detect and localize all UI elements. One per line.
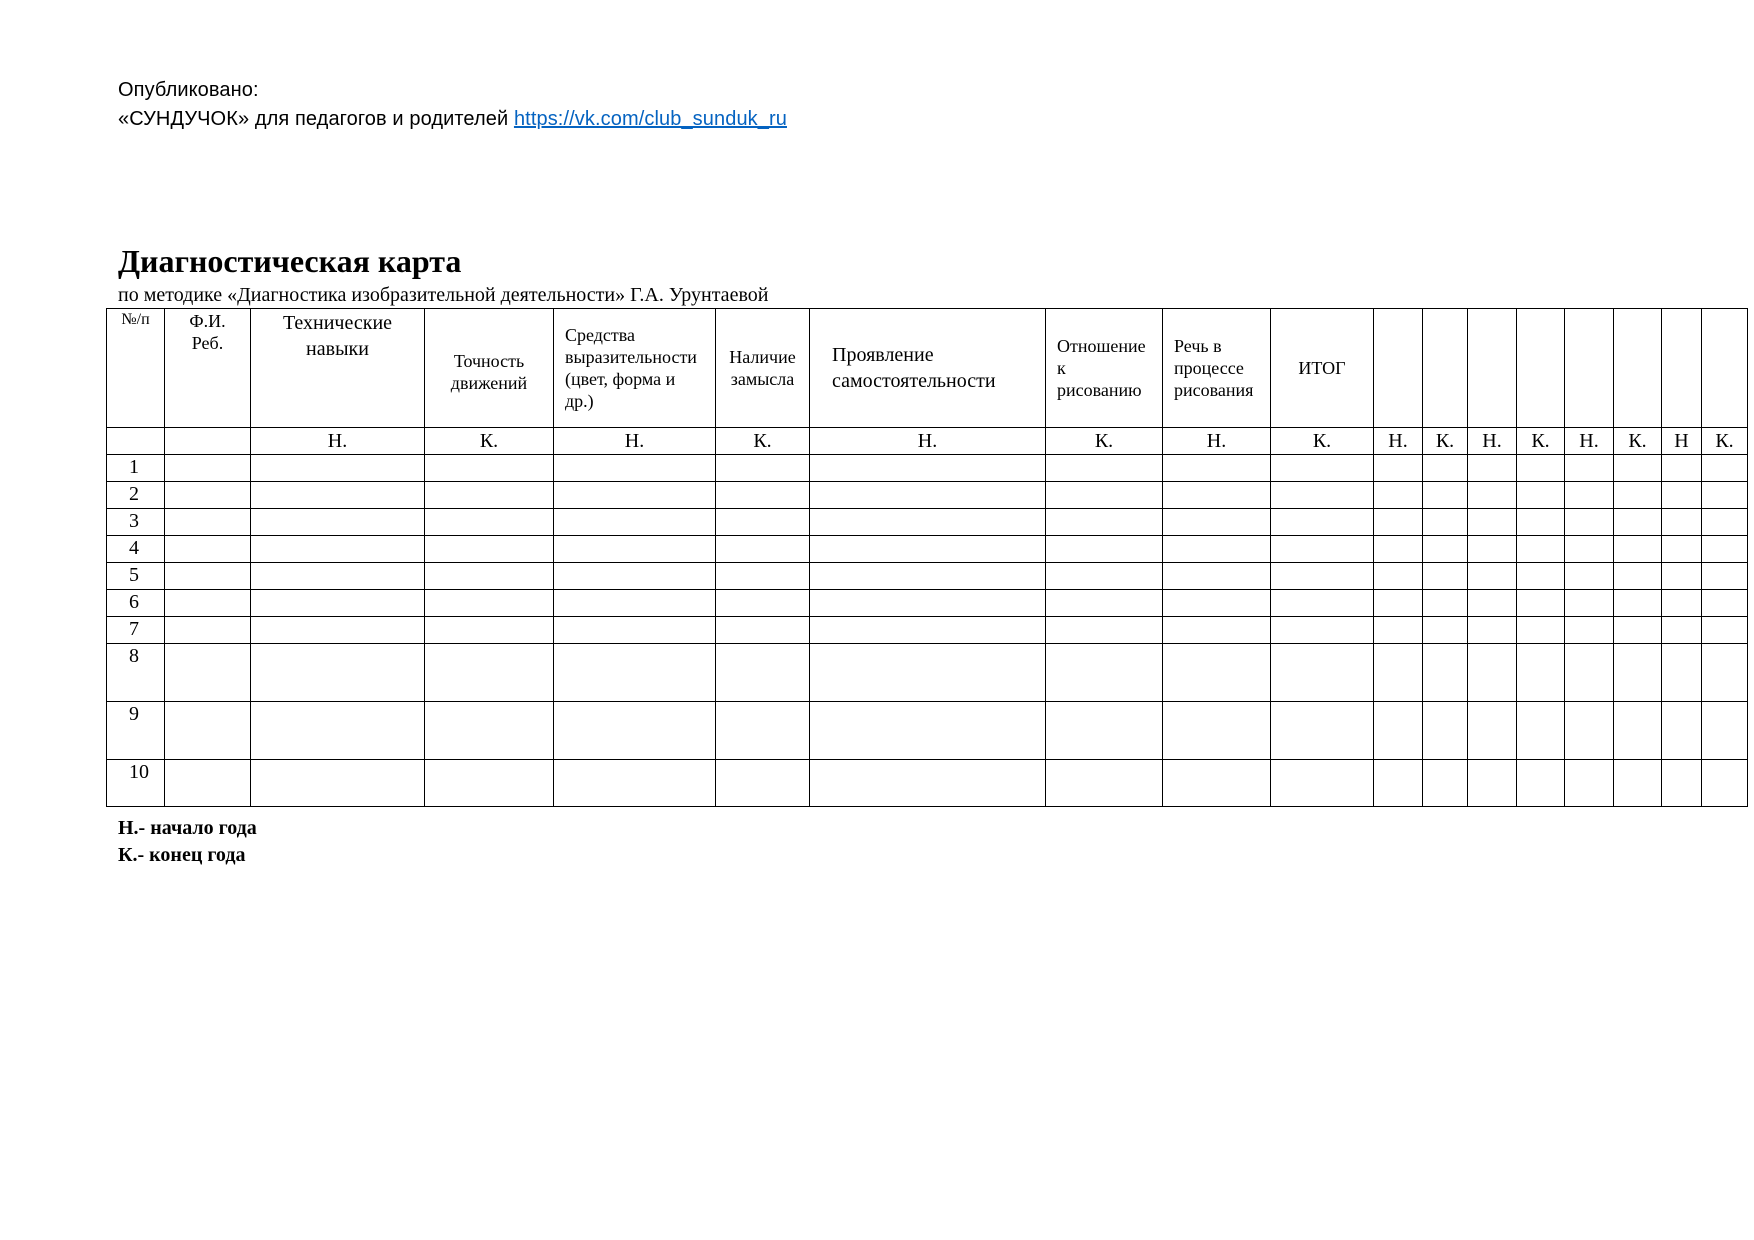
table-cell[interactable] xyxy=(1046,760,1163,807)
table-row xyxy=(107,482,1748,509)
header-indep-line2: самостоятельности xyxy=(832,370,996,392)
table-cell[interactable] xyxy=(165,702,251,760)
table-cell[interactable] xyxy=(1614,760,1662,807)
row-number-cell xyxy=(107,482,165,509)
table-cell[interactable] xyxy=(554,509,716,536)
header-speech xyxy=(1163,309,1271,428)
header-attitude-line3: рисованию xyxy=(1057,380,1142,400)
table-cell[interactable] xyxy=(1517,482,1565,509)
row-number: 9 xyxy=(129,703,139,725)
subheader-cell: Н xyxy=(1662,428,1702,455)
table-cell[interactable] xyxy=(1565,455,1614,482)
table-cell[interactable] xyxy=(1614,509,1662,536)
table-cell[interactable] xyxy=(1423,563,1468,590)
table-cell[interactable] xyxy=(1271,760,1374,807)
header-attitude xyxy=(1046,309,1163,428)
table-cell[interactable] xyxy=(1046,702,1163,760)
row-number-cell xyxy=(107,617,165,644)
table-cell[interactable] xyxy=(1423,455,1468,482)
table-cell[interactable] xyxy=(716,760,810,807)
table-cell[interactable] xyxy=(1614,702,1662,760)
table-cell[interactable] xyxy=(1163,644,1271,702)
table-cell[interactable] xyxy=(810,455,1046,482)
table-cell[interactable] xyxy=(1374,760,1423,807)
table-row xyxy=(107,536,1748,563)
table-cell[interactable] xyxy=(165,509,251,536)
table-cell[interactable] xyxy=(251,617,425,644)
table-row xyxy=(107,590,1748,617)
header-total xyxy=(1271,309,1374,428)
table-cell[interactable] xyxy=(554,563,716,590)
table-cell[interactable] xyxy=(716,702,810,760)
table-cell[interactable] xyxy=(810,509,1046,536)
table-cell[interactable] xyxy=(425,617,554,644)
table-cell[interactable] xyxy=(1565,590,1614,617)
subheader-cell: К. xyxy=(1517,428,1565,455)
row-number: 1 xyxy=(129,456,139,478)
header-means xyxy=(554,309,716,428)
table-cell[interactable] xyxy=(1468,644,1517,702)
table-cell[interactable] xyxy=(1163,590,1271,617)
table-cell[interactable] xyxy=(165,482,251,509)
table-cell[interactable] xyxy=(1702,455,1748,482)
table-cell[interactable] xyxy=(1468,590,1517,617)
table-cell[interactable] xyxy=(251,509,425,536)
header-precision xyxy=(425,309,554,428)
table-cell[interactable] xyxy=(1702,482,1748,509)
subheader-cell: Н. xyxy=(251,428,425,455)
table-cell[interactable] xyxy=(165,563,251,590)
table-cell[interactable] xyxy=(1046,482,1163,509)
table-cell[interactable] xyxy=(251,702,425,760)
subheader-cell: Н. xyxy=(810,428,1046,455)
table-cell[interactable] xyxy=(810,644,1046,702)
subheader-cell: К. xyxy=(716,428,810,455)
table-cell[interactable] xyxy=(1565,482,1614,509)
table-cell[interactable] xyxy=(1614,455,1662,482)
table-cell[interactable] xyxy=(1614,482,1662,509)
table-cell[interactable] xyxy=(165,455,251,482)
header-means-line1: Средства xyxy=(565,325,636,345)
table-cell[interactable] xyxy=(1614,644,1662,702)
document-title: Диагностическая карта xyxy=(118,243,462,279)
table-cell[interactable] xyxy=(1702,590,1748,617)
table-cell[interactable] xyxy=(1614,617,1662,644)
table-cell[interactable] xyxy=(425,563,554,590)
table-cell[interactable] xyxy=(1517,702,1565,760)
table-cell[interactable] xyxy=(425,702,554,760)
header-indep-line1: Проявление xyxy=(832,344,934,366)
table-cell[interactable] xyxy=(1423,590,1468,617)
table-cell[interactable] xyxy=(716,617,810,644)
table-cell[interactable] xyxy=(1517,590,1565,617)
header-blank xyxy=(1468,309,1517,428)
subheader-cell: К. xyxy=(1423,428,1468,455)
table-cell[interactable] xyxy=(1662,617,1702,644)
table-cell[interactable] xyxy=(1163,509,1271,536)
header-name xyxy=(165,309,251,428)
table-cell[interactable] xyxy=(1662,590,1702,617)
header-speech-line3: рисования xyxy=(1174,380,1254,400)
table-cell[interactable] xyxy=(716,509,810,536)
table-cell[interactable] xyxy=(1271,509,1374,536)
table-cell[interactable] xyxy=(1163,455,1271,482)
table-cell[interactable] xyxy=(1163,563,1271,590)
header-tech-line1: Технические xyxy=(282,312,393,334)
row-number-cell xyxy=(107,455,165,482)
table-cell[interactable] xyxy=(810,563,1046,590)
table-cell[interactable] xyxy=(1517,455,1565,482)
header-means-line3: (цвет, форма и xyxy=(565,369,676,389)
table-cell[interactable] xyxy=(1374,563,1423,590)
row-number: 5 xyxy=(129,564,139,586)
row-number: 4 xyxy=(129,537,139,559)
table-cell[interactable] xyxy=(1374,509,1423,536)
table-cell[interactable] xyxy=(1468,455,1517,482)
subheader-cell: К. xyxy=(1702,428,1748,455)
document-subtitle: по методике «Диагностика изобразительной деятельности» Г.А. Урунтаевой xyxy=(118,284,769,306)
table-cell[interactable] xyxy=(810,590,1046,617)
legend-end: К.- конец года xyxy=(118,844,246,866)
table-cell[interactable] xyxy=(1702,563,1748,590)
subheader-cell: К. xyxy=(1046,428,1163,455)
table-cell[interactable] xyxy=(1046,617,1163,644)
table-cell[interactable] xyxy=(554,536,716,563)
table-cell[interactable] xyxy=(554,760,716,807)
source-text: «СУНДУЧОК» для педагогов и родителей xyxy=(118,108,509,130)
table-cell[interactable] xyxy=(554,644,716,702)
subheader-cell: К. xyxy=(425,428,554,455)
header-row xyxy=(107,309,1748,428)
table-cell[interactable] xyxy=(1046,590,1163,617)
table-cell[interactable] xyxy=(1662,760,1702,807)
subheader-blank xyxy=(107,428,165,455)
table-cell[interactable] xyxy=(1468,482,1517,509)
table-cell[interactable] xyxy=(1468,536,1517,563)
table-cell[interactable] xyxy=(1468,617,1517,644)
subheader-cell: Н. xyxy=(1374,428,1423,455)
header-idea-line1: Наличие xyxy=(729,347,796,367)
header-blank xyxy=(1374,309,1423,428)
subheader-cell: К. xyxy=(1271,428,1374,455)
table-cell[interactable] xyxy=(165,644,251,702)
table-cell[interactable] xyxy=(554,482,716,509)
table-cell[interactable] xyxy=(1614,563,1662,590)
header-attitude-line1: Отношение xyxy=(1057,336,1146,356)
table-cell[interactable] xyxy=(425,509,554,536)
table-cell[interactable] xyxy=(1517,617,1565,644)
source-link[interactable]: https://vk.com/club_sunduk_ru xyxy=(513,108,787,130)
subheader-cell: Н. xyxy=(1468,428,1517,455)
table-cell[interactable] xyxy=(251,455,425,482)
table-cell[interactable] xyxy=(1271,455,1374,482)
table-row xyxy=(107,509,1748,536)
table-cell[interactable] xyxy=(1271,563,1374,590)
row-number: 10 xyxy=(129,761,149,783)
table-cell[interactable] xyxy=(1662,702,1702,760)
table-cell[interactable] xyxy=(1662,644,1702,702)
subheader-cell: Н. xyxy=(1565,428,1614,455)
table-cell[interactable] xyxy=(425,590,554,617)
publication-note xyxy=(118,76,787,134)
table-cell[interactable] xyxy=(1423,760,1468,807)
table-cell[interactable] xyxy=(554,617,716,644)
table-cell[interactable] xyxy=(1702,536,1748,563)
row-number-cell xyxy=(107,590,165,617)
published-label: Опубликовано: xyxy=(118,79,259,101)
table-cell[interactable] xyxy=(810,482,1046,509)
header-means-line4: др.) xyxy=(565,391,594,411)
table-cell[interactable] xyxy=(1517,644,1565,702)
table-cell[interactable] xyxy=(1702,509,1748,536)
header-precision-line1: Точность xyxy=(453,351,525,371)
table-cell[interactable] xyxy=(716,644,810,702)
table-cell[interactable] xyxy=(810,617,1046,644)
header-attitude-line2: к xyxy=(1057,358,1066,378)
table-cell[interactable] xyxy=(810,536,1046,563)
table-cell[interactable] xyxy=(1374,702,1423,760)
table-cell[interactable] xyxy=(1163,536,1271,563)
table-cell[interactable] xyxy=(1662,563,1702,590)
header-blank xyxy=(1662,309,1702,428)
table-cell[interactable] xyxy=(554,590,716,617)
table-cell[interactable] xyxy=(251,563,425,590)
table-cell[interactable] xyxy=(1046,536,1163,563)
row-number: 8 xyxy=(129,645,139,667)
header-blank xyxy=(1702,309,1748,428)
table-cell[interactable] xyxy=(1468,509,1517,536)
table-row xyxy=(107,702,1748,760)
subheader-cell: Н. xyxy=(554,428,716,455)
table-cell[interactable] xyxy=(1662,509,1702,536)
table-cell[interactable] xyxy=(1374,536,1423,563)
table-cell[interactable] xyxy=(1702,617,1748,644)
table-cell[interactable] xyxy=(1374,590,1423,617)
header-independence xyxy=(810,309,1046,428)
table-cell[interactable] xyxy=(1662,536,1702,563)
table-cell[interactable] xyxy=(1517,563,1565,590)
table-cell[interactable] xyxy=(1468,702,1517,760)
row-number-cell xyxy=(107,536,165,563)
table-cell[interactable] xyxy=(1374,617,1423,644)
table-cell[interactable] xyxy=(1271,617,1374,644)
header-name-line1: Ф.И. xyxy=(189,311,226,331)
header-total-text: ИТОГ xyxy=(1298,358,1346,378)
table-cell[interactable] xyxy=(165,617,251,644)
table-row xyxy=(107,760,1748,807)
table-cell[interactable] xyxy=(1468,563,1517,590)
table-cell[interactable] xyxy=(1517,536,1565,563)
row-number: 7 xyxy=(129,618,139,640)
header-tech-line2: навыки xyxy=(306,338,369,360)
subheader-row xyxy=(107,428,1748,455)
header-precision-line2: движений xyxy=(450,373,528,393)
table-cell[interactable] xyxy=(1614,590,1662,617)
table-cell[interactable] xyxy=(716,536,810,563)
table-cell[interactable] xyxy=(1423,536,1468,563)
table-cell[interactable] xyxy=(1374,482,1423,509)
table-cell[interactable] xyxy=(1163,482,1271,509)
table-cell[interactable] xyxy=(1565,536,1614,563)
row-number-cell xyxy=(107,509,165,536)
subheader-cell: К. xyxy=(1614,428,1662,455)
table-cell[interactable] xyxy=(251,644,425,702)
row-number: 3 xyxy=(129,510,139,532)
table-cell[interactable] xyxy=(165,590,251,617)
table-cell[interactable] xyxy=(1046,509,1163,536)
table-cell[interactable] xyxy=(425,760,554,807)
row-number-cell xyxy=(107,702,165,760)
table-cell[interactable] xyxy=(251,760,425,807)
header-blank xyxy=(1517,309,1565,428)
table-cell[interactable] xyxy=(1271,482,1374,509)
table-cell[interactable] xyxy=(1565,563,1614,590)
table-cell[interactable] xyxy=(1271,644,1374,702)
table-cell[interactable] xyxy=(1046,563,1163,590)
header-name-line2: Реб. xyxy=(191,333,224,353)
table-cell[interactable] xyxy=(425,536,554,563)
header-num-text: №/п xyxy=(121,311,150,328)
table-cell[interactable] xyxy=(251,590,425,617)
table-cell[interactable] xyxy=(1046,644,1163,702)
table-cell[interactable] xyxy=(1702,644,1748,702)
row-number-cell xyxy=(107,644,165,702)
legend-start: Н.- начало года xyxy=(118,817,257,839)
table-cell[interactable] xyxy=(425,455,554,482)
table-row xyxy=(107,617,1748,644)
row-number-cell xyxy=(107,563,165,590)
table-cell[interactable] xyxy=(165,760,251,807)
table-cell[interactable] xyxy=(1565,644,1614,702)
table-row xyxy=(107,644,1748,702)
legend xyxy=(118,815,257,869)
table-cell[interactable] xyxy=(1565,760,1614,807)
header-blank xyxy=(1614,309,1662,428)
table-cell[interactable] xyxy=(1662,455,1702,482)
header-blank xyxy=(1423,309,1468,428)
header-blank xyxy=(1565,309,1614,428)
table-cell[interactable] xyxy=(716,455,810,482)
header-speech-line2: процессе xyxy=(1174,358,1244,378)
table-cell[interactable] xyxy=(1423,702,1468,760)
table-cell[interactable] xyxy=(251,536,425,563)
diagnostic-table xyxy=(106,308,1748,807)
row-number: 6 xyxy=(129,591,139,613)
table-row xyxy=(107,455,1748,482)
table-cell[interactable] xyxy=(810,702,1046,760)
table-cell[interactable] xyxy=(1271,590,1374,617)
table-cell[interactable] xyxy=(1423,482,1468,509)
subheader-cell: Н. xyxy=(1163,428,1271,455)
table-cell[interactable] xyxy=(1163,617,1271,644)
header-tech-skills xyxy=(251,309,425,428)
table-cell[interactable] xyxy=(1271,702,1374,760)
table-cell[interactable] xyxy=(1423,509,1468,536)
table-cell[interactable] xyxy=(251,482,425,509)
table-cell[interactable] xyxy=(1374,455,1423,482)
subheader-blank xyxy=(165,428,251,455)
table-cell[interactable] xyxy=(1662,482,1702,509)
table-cell[interactable] xyxy=(716,590,810,617)
table-cell[interactable] xyxy=(1614,536,1662,563)
table-row xyxy=(107,563,1748,590)
header-means-line2: выразительности xyxy=(565,347,697,367)
table-cell[interactable] xyxy=(810,760,1046,807)
table-cell[interactable] xyxy=(425,644,554,702)
table-cell[interactable] xyxy=(716,563,810,590)
table-cell[interactable] xyxy=(1046,455,1163,482)
table-cell[interactable] xyxy=(1163,702,1271,760)
table-cell[interactable] xyxy=(1423,644,1468,702)
table-cell[interactable] xyxy=(554,702,716,760)
table-cell[interactable] xyxy=(1468,760,1517,807)
table-cell[interactable] xyxy=(1565,702,1614,760)
table-cell[interactable] xyxy=(1374,644,1423,702)
row-number-cell xyxy=(107,760,165,807)
header-idea xyxy=(716,309,810,428)
table-cell[interactable] xyxy=(425,482,554,509)
header-idea-line2: замысла xyxy=(730,369,795,389)
published-source xyxy=(118,105,787,134)
row-number: 2 xyxy=(129,483,139,505)
table-cell[interactable] xyxy=(716,482,810,509)
table-cell[interactable] xyxy=(1163,760,1271,807)
data-rows xyxy=(107,455,1748,807)
table-cell[interactable] xyxy=(1565,509,1614,536)
table-cell[interactable] xyxy=(554,455,716,482)
header-speech-line1: Речь в xyxy=(1174,336,1222,356)
table-cell[interactable] xyxy=(1702,702,1748,760)
table-cell[interactable] xyxy=(1423,617,1468,644)
table-cell[interactable] xyxy=(1565,617,1614,644)
table-cell[interactable] xyxy=(1517,760,1565,807)
table-cell[interactable] xyxy=(1271,536,1374,563)
table-cell[interactable] xyxy=(165,536,251,563)
table-cell[interactable] xyxy=(1517,509,1565,536)
table-cell[interactable] xyxy=(1702,760,1748,807)
header-num xyxy=(107,309,165,428)
